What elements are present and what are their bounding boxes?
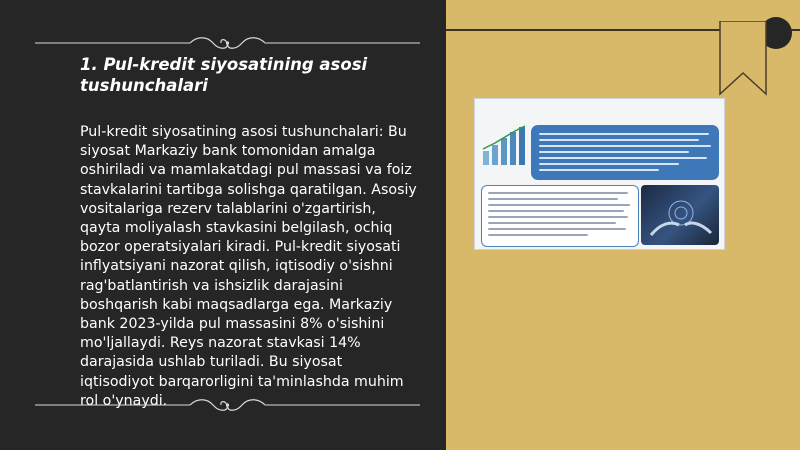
hands-tech-illustration-icon [641,185,719,245]
flourish-divider-bottom-icon [35,398,420,412]
slide-title: 1. Pul-kredit siyosatining asosi tushunchalari [80,55,368,95]
slide-thumbnail-image [474,98,725,250]
thumbnail-blue-panel [531,125,719,180]
thumbnail-text-panel [481,185,639,247]
bookmark-ribbon-icon [718,21,768,96]
thumbnail-photo [641,185,719,245]
flourish-divider-top-icon [35,36,420,50]
growth-bars-icon [481,125,527,165]
slide-body-text: Pul-kredit siyosatining asosi tushunchalari: Bu siyosat Markaziy bank tomonidan amalga oshiriladi va mamlakatdagi pul massasi va foiz stavkalarini tartibga solishga qaratilgan. Asosiy vositalariga rezerv talablarini o'zgartirish, qayta moliyalash stavkasini belgilash, ochiq bozor operatsiyalari kiradi. Pul-kredit siyosati inflyatsiyani nazorat qilish, iqtisodiy o'sishni rag'batlantirish va ishsizlik darajasini boshqarish kabi maqsadlarga ega. Markaziy bank 2023-yilda pul massasini 8% o'sishini mo'ljallaydi. Reys nazorat stavkasi 14% darajasida ushlab turiladi. Bu siyosat iqtisodiyot barqarorligini ta'minlashda muhim rol o'ynaydi. [80,124,417,409]
